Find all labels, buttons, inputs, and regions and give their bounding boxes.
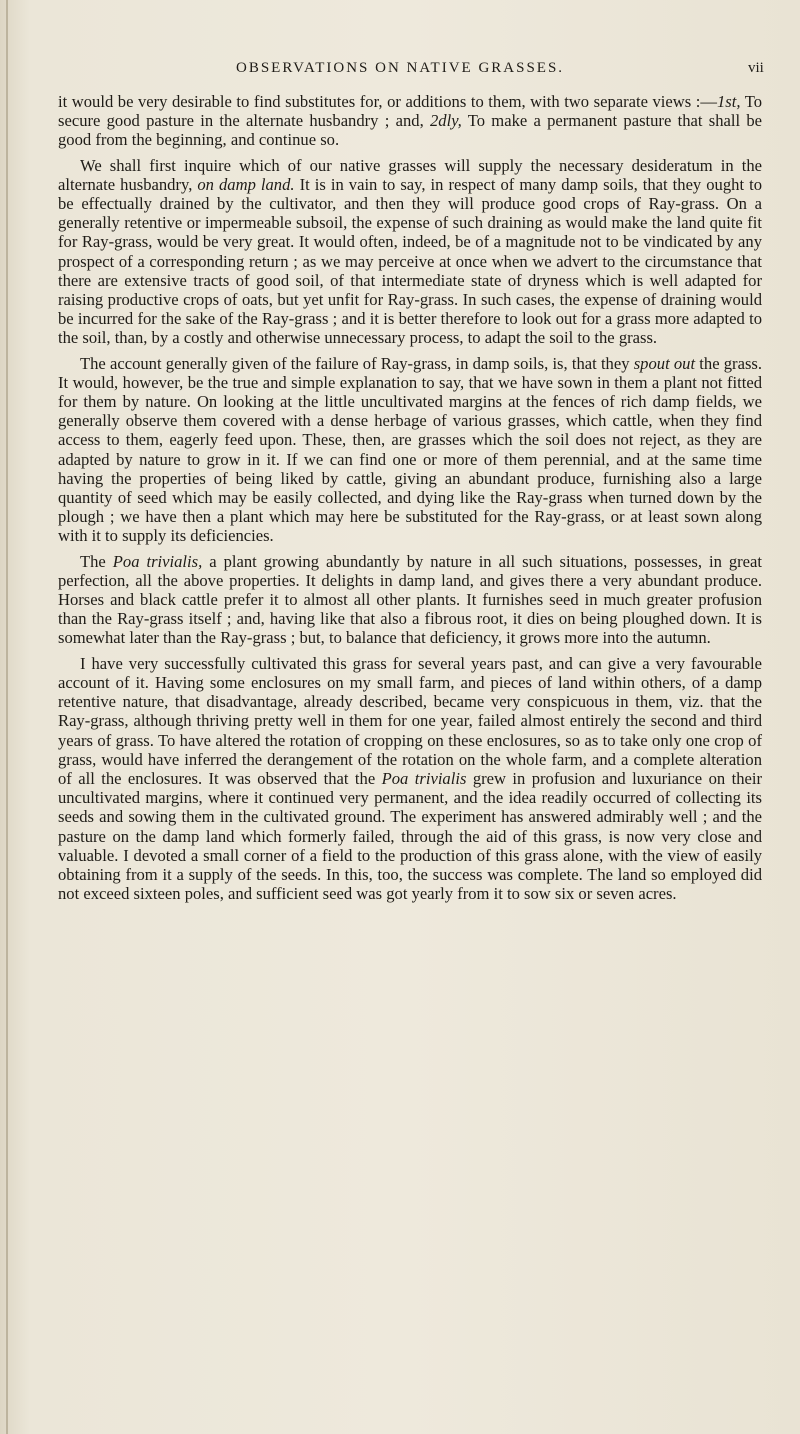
text-run: I have very successfully cultivated this grass for several years past, and can give a very favourable account of it. Having some enclosures on my small farm, and pieces of land within others, of a damp retentive nature, that disadvantage, already described, became very conspicuous in them, viz. that the Ray-grass, although thriving pretty well in them for one year, failed almost entirely the second and third years of grass. To have altered the rotation of cropping on these enclosures, so as to take only one crop of grass, would have inferred the derangement of the rotation on the whole farm, and a complete alteration of all the enclosures. It was observed that the [58, 653, 762, 788]
text-run: it would be very desirable to find substitutes for, or additions to them, with two separate views :— [58, 92, 717, 111]
body-text [58, 92, 762, 903]
text-run: grew in profusion and luxuriance on their uncultivated margins, where it continued very permanent, and the idea readily occurred of collecting its seeds and sowing them in the cultivated ground. The experiment has answered admirably well ; and the pasture on the damp land which formerly failed, through the aid of this grass, is now very close and valuable. I devoted a small corner of a field to the production of this grass alone, with the view of easily obtaining from it a supply of the seeds. In this, too, the success was complete. The land so employed did not exceed sixteen poles, and sufficient seed was got yearly from it to sow six or seven acres. [58, 768, 762, 904]
paragraph-3 [58, 354, 762, 546]
paragraph-4 [58, 552, 762, 648]
text-run-italic: Poa trivialis, [112, 551, 203, 571]
paragraph-1 [58, 92, 762, 150]
text-run-italic: 2dly, [429, 111, 462, 131]
page-number: vii [748, 60, 764, 76]
paragraph-2 [58, 156, 762, 348]
paragraph-5 [58, 654, 762, 904]
text-run: To secure good pasture in the alternate husbandry ; and, [58, 92, 762, 131]
page-edge-shadow [6, 0, 8, 1434]
text-run: The account generally given of the failure of Ray-grass, in damp soils, is, that they [80, 353, 634, 373]
text-run: We shall first inquire which of our native grasses will supply the necessary desideratum in the alternate husbandry, [58, 155, 762, 194]
text-run-italic: Poa trivialis [381, 768, 467, 788]
text-run: It is in vain to say, in respect of many damp soils, that they ought to be effectually drained by the cultivator, and then they will produce good crops of Ray-grass. On a generally retentive or impermeable subsoil, the expense of such draining as would make the land quite fit for Ray-grass, would be very great. It would often, indeed, be of a magnitude not to be vindicated by any prospect of a corresponding return ; as we may perceive at once when we advert to the circumstance that there are extensive tracts of good soil, of that intermediate state of dryness which is well adapted for raising productive crops of oats, but yet unfit for Ray-grass. In such cases, the expense of draining would be incurred for the sake of the Ray-grass ; and it is better therefore to look out for a grass more adapted to the soil, than, by a costly and otherwise unnecessary process, to adapt the soil to the grass. [58, 174, 762, 348]
running-head: OBSERVATIONS ON NATIVE GRASSES. [236, 60, 565, 76]
text-run-italic: on damp land. [197, 174, 295, 194]
text-run-italic: 1st, [716, 92, 741, 111]
text-run: The [80, 551, 113, 571]
text-run: the grass. It would, however, be the true and simple explanation to say, that we have sown in them a plant not fitted for them by nature. On looking at the little uncultivated margins at the fences of rich damp fields, we generally observe them covered with a dense herbage of various grasses, which cattle, when they find access to them, eagerly feed upon. These, then, are grasses which the soil does not reject, as they are adapted by nature to grow in it. If we can find one or more of them perennial, and at the same time having the properties of being liked by cattle, giving an abundant produce, furnishing also a large quantity of seed which may be easily collected, and dying like the Ray-grass when turned down by the plough ; we have then a plant which may here be substituted for the Ray-grass, or at least sown along with it to supply its deficiencies. [58, 353, 763, 546]
text-run: To make a permanent pasture that shall be good from the beginning, and continue so. [58, 111, 762, 150]
page-header [0, 60, 800, 84]
text-run-italic: spout out [633, 353, 696, 373]
text-run: a plant growing abundantly by nature in all such situations, possesses, in great perfection, all the above properties. It delights in damp land, and gives there a very abundant produce. Horses and black cattle prefer it to almost all other plants. It furnishes seed in much greater profusion than the Ray-grass itself ; and, having like that also a fibrous root, it dies on being ploughed down. It is somewhat later than the Ray-grass ; but, to balance that deficiency, it grows more into the autumn. [58, 551, 763, 648]
